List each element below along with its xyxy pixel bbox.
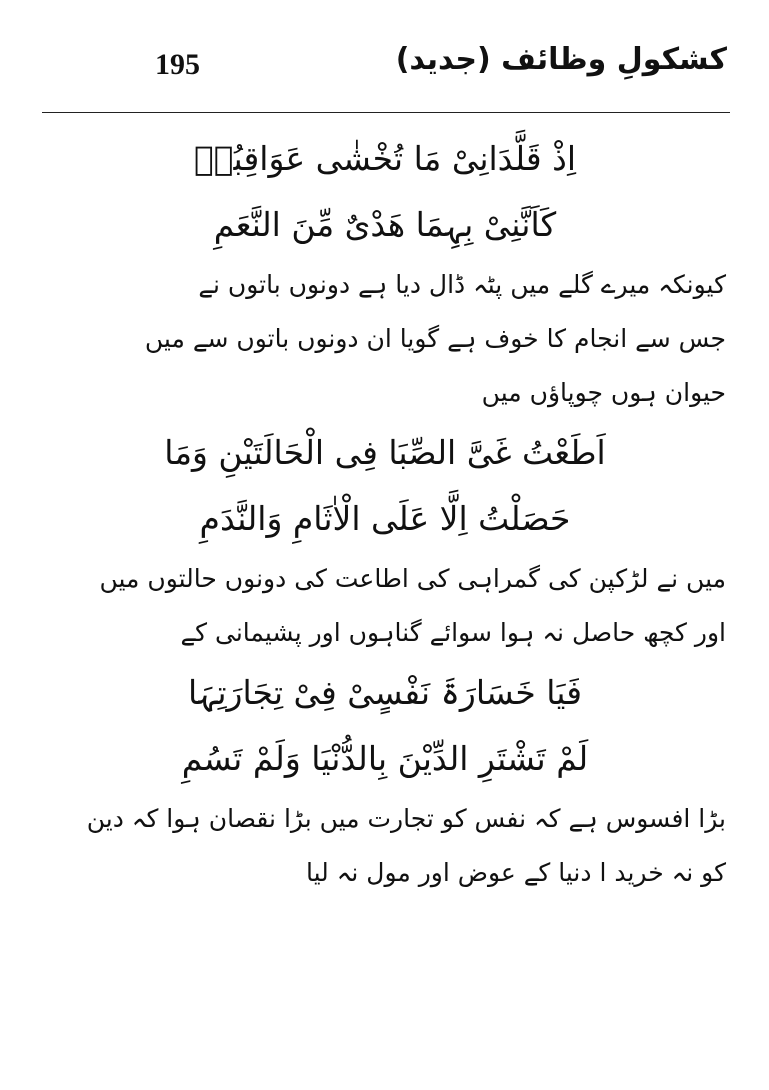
urdu-translation-line: بڑا افسوس ہے کہ نفس کو تجارت میں بڑا نقصان ہوا کہ دین [86, 804, 726, 833]
arabic-verse-line: کَاَنَّنِیْ بِہِمَا ھَدْیٌ مِّنَ النَّعَمِ [213, 205, 557, 244]
book-title: کشکولِ وظائف (جدید) [395, 42, 727, 77]
urdu-translation-line: کو نہ خرید ا دنیا کے عوض اور مول نہ لیا [306, 858, 726, 887]
urdu-translation-line: حیوان ہوں چوپاؤں میں [481, 378, 726, 407]
arabic-verse-line: فَیَا خَسَارَۃَ نَفْسٍیْ فِیْ تِجَارَتِہَا [187, 673, 583, 712]
page-body [40, 126, 730, 900]
arabic-verse-line: اَطَعْتُ غَیَّ الصِّبَا فِی الْحَالَتَیْنِ وَمَا [164, 433, 606, 472]
arabic-verse-line: لَمْ تَشْتَرِ الدِّیْنَ بِالدُّنْیَا وَلَمْ تَسُمِ [181, 739, 589, 778]
urdu-translation-line: جس سے انجام کا خوف ہے گویا ان دونوں باتوں سے میں [144, 324, 726, 353]
urdu-translation-line: اور کچھ حاصل نہ ہوا سوائے گناہوں اور پشیمانی کے [180, 618, 726, 647]
urdu-translation-line: میں نے لڑکپن کی گمراہی کی اطاعت کی دونوں حالتوں میں [99, 564, 726, 593]
arabic-verse-line: اِذْ قَلَّدَانِیْ مَا تُخْشٰی عَوَاقِبُہٗ [193, 139, 577, 178]
arabic-verse-line: حَصَلْتُ اِلَّا عَلَی الْاٰثَامِ وَالنَّدَمِ [199, 499, 571, 538]
page-header [40, 40, 729, 100]
page-number: 195 [155, 48, 200, 81]
urdu-translation-line: کیونکہ میرے گلے میں پٹہ ڈال دیا ہے دونوں باتوں نے [198, 270, 726, 299]
header-divider [42, 112, 730, 113]
